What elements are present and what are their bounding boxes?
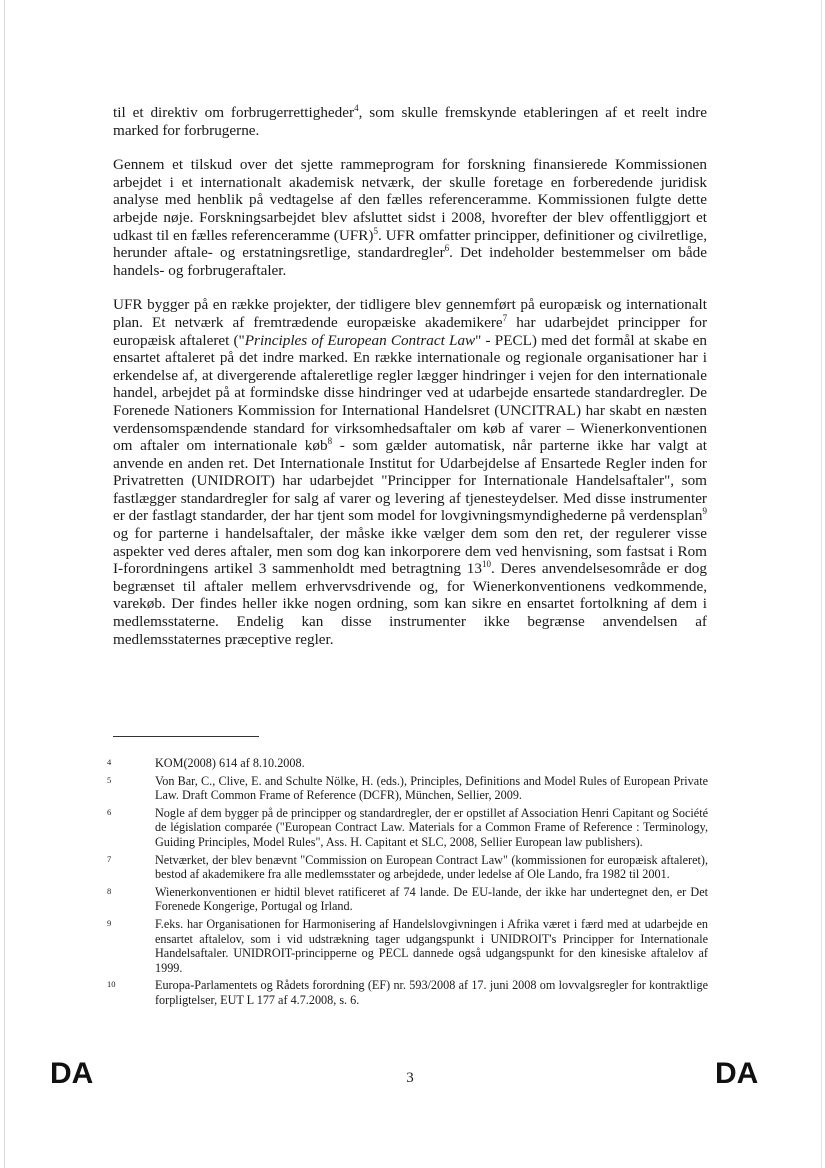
body-paragraph — [113, 104, 707, 139]
footnote-text: Netværket, der blev benævnt "Commission on European Contract Law" (kommissionen for europæisk aftaleret), bestod af akademikere fra alle medlemsstater og arbejdede, under ledelse af Ole Lando, fra 1982 til 2001. — [155, 852, 708, 882]
footnote-number: 5 — [107, 774, 112, 785]
footnotes — [106, 756, 708, 1011]
body-paragraph — [113, 156, 707, 279]
footnote-text: Nogle af dem bygger på de principper og standardregler, der er opstillet af Association Henri Capitant og Société de législation comparée ("European Contract Law. Materials for a Common Frame of Reference : Terminology, Guiding Principles, Model Rules", Ass. H. Capitant et SLC, 2008, Sellier European law publishers). — [155, 805, 708, 849]
footnote-6 — [106, 806, 708, 850]
scan-edge-left — [4, 0, 5, 1168]
footnote-text: Europa-Parlamentets og Rådets forordning (EF) nr. 593/2008 af 17. juni 2008 om lovvalgsregler for kontraktlige forpligtelser, EUT L 177 af 4.7.2008, s. 6. — [155, 978, 708, 1007]
paragraph-text: Gennem et tilskud over det sjette rammeprogram for forskning finansierede Kommissionen arbejdet i et internationalt akademisk netværk, der skulle foretage en forberedende juridisk analyse med henblik på vedtagelse af den fælles referenceramme. Kommissionen fulgte dette arbejde nøje. Forskningsarbejdet blev afsluttet sidst i 2008, hvorefter der blev offentliggjort et udkast til en fælles referenceramme (UFR) — [113, 156, 707, 244]
body-text — [113, 104, 707, 665]
scan-edge-right — [821, 0, 822, 1168]
footnote-number: 4 — [107, 757, 112, 767]
body-paragraph — [113, 296, 707, 648]
paragraph-text: UFR bygger på en række projekter, der tidligere blev gennemført på europæisk og internationalt plan. Et netværk af fremtrædende europæiske akademikere — [113, 296, 707, 331]
paragraph-text: . Deres anvendelsesområde er dog begrænset til aftaler mellem erhvervsdrivende og, for Wienerkonventionens vedkommende, varekøb. Der findes heller ikke nogen ordning, som kan sikre en ensartet fortolkning af dem i medlemsstaterne. Endelig kan disse instrumenter ikke begrænse anvendelsen af medlemsstaternes præceptive regler. — [113, 560, 707, 648]
footnote-reference: 10 — [481, 559, 491, 570]
paragraph-text: til et direktiv om forbrugerrettigheder — [113, 104, 355, 121]
footnote-8 — [106, 885, 708, 914]
footnote-10 — [106, 978, 708, 1007]
footnote-4 — [106, 756, 708, 771]
paragraph-text: . Det indeholder bestemmelser om både handels- og forbrugeraftaler. — [113, 244, 707, 279]
italic-title: Principles of European Contract Law — [244, 331, 476, 349]
footnote-9 — [106, 917, 708, 975]
footnote-number: 8 — [107, 885, 112, 896]
footnote-reference: 8 — [327, 436, 333, 447]
footnote-7 — [106, 853, 708, 882]
paragraph-text: og for parterne i handelsaftaler, der måske ikke vælger dem som den ret, der regulerer visse aspekter ved deres aftaler, men som dog kan inkorporere dem ved henvisning, som fastsat i Rom I-forordningens artikel 3 sammenholdt med betragtning 13 — [113, 525, 707, 578]
footnote-text: Von Bar, C., Clive, E. and Schulte Nölke, H. (eds.), Principles, Definitions and Model Rules of European Private Law. Draft Common Frame of Reference (DCFR), München, Sellier, 2009. — [155, 773, 708, 803]
footnote-reference: 5 — [373, 225, 378, 236]
footnote-reference: 6 — [444, 243, 450, 254]
footnote-reference: 4 — [354, 102, 359, 113]
footnote-text: F.eks. har Organisationen for Harmonisering af Handelslovgivningen i Afrika været i færd med at udarbejde en ensartet aftalelov, som i vid udstrækning tager udgangspunkt i UNIDROIT's Principper for Internationale Handelsaftaler. UNIDROIT-principperne og PECL dannede også udgangspunkt for den kinesiske aftalelov af 1999. — [155, 916, 708, 975]
paragraph-text: - som gælder automatisk, når parterne ikke har valgt at anvende en anden ret. Det Internationale Institut for Udarbejdelse af Ensartede Regler inden for Privatretten (UNIDROIT) har udarbejdet "Principper for Internationale Handelsaftaler", som fastlægger standardregler for salg af varer og levering af tjenesteydelser. Med disse instrumenter er der fastlagt standarder, der har tjent som model for lovgivningsmyndighederne på verdensplan — [113, 437, 707, 525]
language-code-right: DA — [715, 1057, 759, 1090]
footnote-text: KOM(2008) 614 af 8.10.2008. — [155, 756, 305, 770]
paragraph-text: , som skulle fremskynde etableringen af et reelt indre marked for forbrugerne. — [113, 104, 707, 139]
footnote-reference: 9 — [702, 506, 707, 517]
footnote-number: 7 — [107, 853, 112, 864]
page-number: 3 — [406, 1070, 414, 1086]
footnote-number: 10 — [107, 979, 116, 990]
footnote-5 — [106, 774, 708, 803]
paragraph-text: har udarbejdet principper for europæisk aftaleret (" — [113, 313, 707, 349]
footnote-text: Wienerkonventionen er hidtil blevet ratificeret af 74 lande. De EU-lande, der ikke har undertegnet den, er Det Forenede Kongerige, Portugal og Irland. — [155, 884, 708, 914]
paragraph-text: . UFR omfatter principper, definitioner og civilretlige, herunder aftale- og erstatningsretlige, standardregler — [113, 226, 707, 262]
footnote-reference: 7 — [502, 312, 508, 323]
footnote-number: 9 — [107, 917, 112, 928]
paragraph-text: " - PECL) med det formål at skabe en ensartet aftaleret på det indre marked. En række internationale og regionale organisationer har i erkendelse af, at divergerende aftaleretlige regler lægger hindringer i vejen for den internationale handel, arbejdet på at formindske disse hindringer ved at udarbejde ensartede standardregler. De Forenede Nationers Kommission for International Handelsret (UNCITRAL) har skabt en næsten verdensomspændende standard for virksomhedsaftaler om køb af varer – Wienerkonventionen om aftaler om internationale køb — [113, 331, 707, 455]
language-code-left: DA — [50, 1057, 94, 1090]
footnote-separator — [113, 736, 259, 737]
footnote-number: 6 — [107, 806, 112, 817]
